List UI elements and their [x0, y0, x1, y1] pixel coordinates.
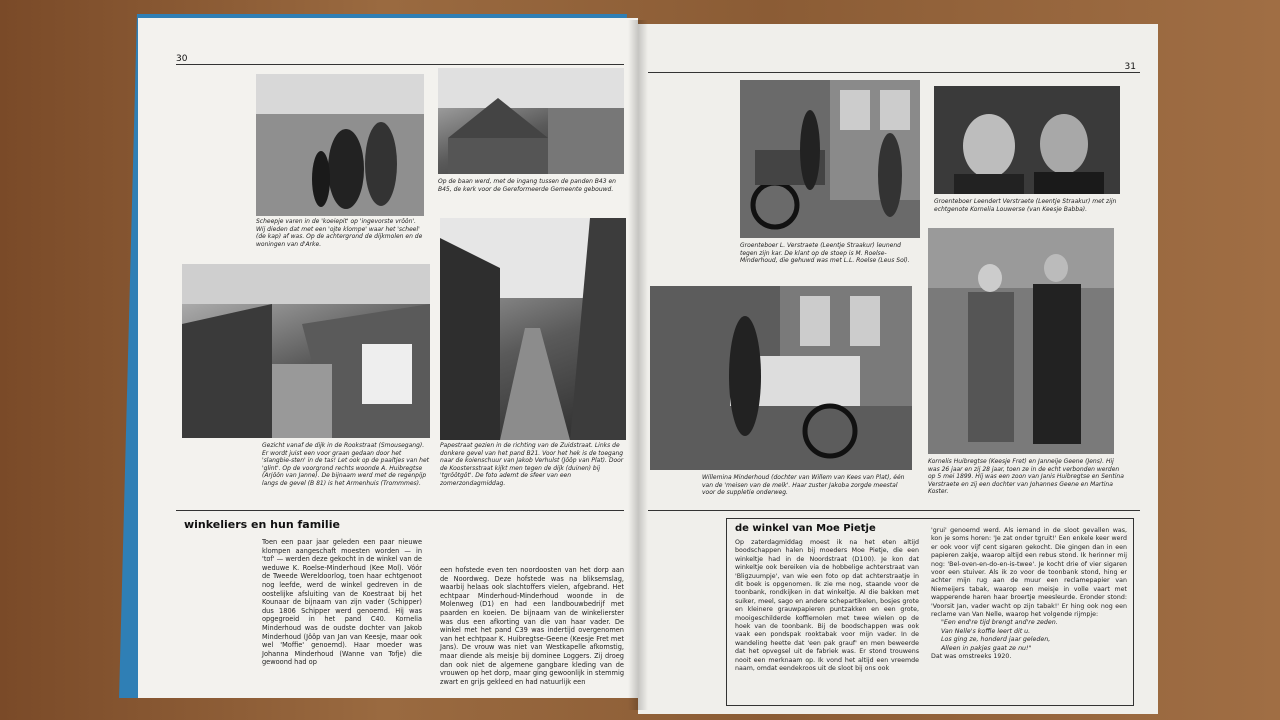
photo-children-ice [256, 74, 424, 216]
photo-papestraat [440, 218, 626, 440]
header-rule [176, 64, 624, 65]
rhyme-line: "Een end're tijd brengt and're zeden. [941, 619, 1058, 627]
caption-4: Papestraat gezien in de richting van de Zuidstraat. Links de donkere gevel van het pand B21. Voor het hek is de toegang naar de koienschuur van Jakob Verhulst (Jôôp van Plat). Door de Koostersstraat kijkt men tegen de dijk (duinen) bij 'tgrôôtgôt'. De foto ademt de sfeer van een zomerzondagmiddag. [440, 442, 624, 487]
rhyme [931, 619, 1127, 653]
photo-church-lane [438, 68, 624, 174]
box-title: de winkel van Moe Pietje [735, 523, 876, 534]
left-page [138, 18, 638, 698]
caption-2: Groenteboer Leendert Verstraete (Leentje Straakur) met zijn echtgenote Kornelia Louwerse (van Keesje Babba). [934, 198, 1117, 213]
caption-2: Op de baan werd, met de ingang tussen de panden B43 en B45, de kerk voor de Gereformeerde Gemeente gebouwd. [438, 178, 616, 193]
photo-greengrocer-cart [740, 80, 920, 238]
caption-1: Groenteboer L. Verstraete (Leentje Straakur) leunend tegen zijn kar. De klant op de stoep is M. Roelse-Minderhoud, die gehuwd was met L.L. Roelse (Leus Sol). [740, 242, 910, 264]
photo-elderly-couple [928, 228, 1114, 454]
section-rule [176, 510, 624, 511]
box-column-2-text: 'grui' genoemd werd. Als iemand in de sloot gevallen was, kon je soms horen: 'Je zat onder tgruit!' Een enkele keer werd er ook voor vijf cent sigaren gekocht. Die gingen dan in een papieren zakje, waarop altijd een rebus stond. Ik herinner mij nog: 'Bel-oven-en-do-en-is-twee'. Je kocht drie of vier sigaren voor een stuiver. Als ik zo voor de toonbank stond, hing er achter mijn rug aan de muur een reclamepapier van Niemeijers tabak, waarop een meisje in volle vaart met wapperende haren haar broertje meesleurde. Eronder stond: 'Voorsit Jan, vader wacht op zijn tabak!' Er hing ook nog een reclame van Van Nelle, waarop het volgende rijmpje: [931, 527, 1127, 619]
rhyme-line: Alleen in pakjes gaat ze nu!" [941, 644, 1032, 652]
rhyme-line: Los ging ze, honderd jaar geleden, [941, 636, 1051, 644]
section-title: winkeliers en hun familie [184, 518, 340, 531]
article-column-2: een hofstede even ten noordoosten van het dorp aan de Noordweg. Deze hofstede was na bliksemslag, waarbij helaas ook slachtoffers vielen, afgebrand. Het echtpaar Minderhoud-Minderhoud woonde in de Molenweg (D1) en had een landbouwbedrijf met paarden en koeien. De bijnaam van de winkelierster was dus een afkorting van die van haar vader. De winkel met het pand C39 was indertijd overgenomen van het echtpaar K. Huibregtse-Geene (Keesje Fret met Jans). De vrouw was niet van Westkapelle afkomstig, maar diende als meisje bij dominee Loggers. Zij droeg dan ook niet de algemene gangbare kleding van de vrouwen op het dorp, maar ging gewoonlijk in stemmig zwart en grijs gekleed en had natuurlijk een [440, 566, 624, 686]
photo-rookstraat [182, 264, 430, 438]
caption-3: Gezicht vanaf de dijk in de Rookstraat (Smousegang). Er wordt juist een voor graan gedaan door het 'slangbie-sten' in de tas! Let ook op de paaltjes van het 'glint'. Op de voorgrond rechts woonde A. Huibregtse (Arjôôn van Janne). De bijnaam werd met de regenpijp langs de gevel (B 81) is het Armenhuis (Trommmes). [262, 442, 430, 487]
right-page [638, 24, 1158, 714]
box-column-2 [931, 527, 1127, 662]
header-rule [648, 72, 1140, 73]
photo-milk-cart [650, 286, 912, 470]
section-rule [648, 510, 1140, 511]
caption-1: Scheepje varen in de 'koeiepit' op 'ingevorste vrôôn'. Wij dieden dat met een 'ojte klompe' waar het 'scheel' (de kap) af was. Op de achtergrond de dijkmolen en de woningen van d'Arke. [256, 218, 423, 248]
sidebar-box [726, 518, 1134, 706]
article-column-1: Toen een paar jaar geleden een paar nieuwe klompen aangeschaft moesten worden — in 'tof' — werden deze gekocht in de winkel van de weduwe K. Roelse-Minderhoud (Kee Mol). Vóór de Tweede Wereldoorlog, toen haar echtgenoot nog leefde, werd de winkel gedreven in de oostelijke afsluiting van de Koestraat bij het Kounaar de bijnaam van zijn vader (Schipper) dus 1806 Schipper werd genoemd. Hij was opgegroeid in het pand C40. Kornelia Minderhoud was de oudste dochter van Jakob Minderhoud (Jôôp van Jan van Keesje, maar ook wel 'Moffie' genoemd). Haar moeder was Johanna Minderhoud (Wanne van Tofje) die gewoond had op [262, 538, 422, 667]
page-number: 31 [1124, 62, 1136, 72]
book-gutter [628, 20, 648, 710]
caption-3: Willemina Minderhoud (dochter van Willem van Kees van Plat), één van de 'meisen van de melk'. Haar zuster Jakoba zorgde meestal voor de suppletie onderweg. [702, 474, 905, 496]
photo-couple-portrait [934, 86, 1120, 194]
box-column-1: Op zaterdagmiddag moest ik na het eten altijd boodschappen halen bij moeders Moe Pietje, die een winkeltje had in de Noordstraat (D100). Je kon dat winkeltje ook bereiken via de hobbelige achterstraat van 'Bligzuumpje', van wie een foto op dat achterstraatje in dit boek is opgenomen. Ik zie me nog, staande voor de toonbank, rondkijken in dat winkeltje. Al die bakken met suiker, meel, sago en andere schepartikelen, bosjes grote en kleinere grauwpapieren puntzakken en een grote, mooigeschilderde koffiemolen met twee wielen op de hoek van de toonbank. Bij de boodschappen was ook vaak een pondspak rooktabak voor mijn vader. In de wandeling heette dat 'een pak grauf' en men beweerde dat het opvegsel uit de fabriek was. Er stond trouwens nooit een merknaam op. Ik vond het altijd een vreemde naam, omdat eendekroos uit de sloot bij ons ook [735, 539, 919, 673]
caption-4: Kornelis Huibregtse (Keesje Fret) en Janneije Geene (Jens). Hij was 26 jaar en zij 28 jaar, toen ze in de echt verbonden werden op 5 mei 1899. Hij was een zoon van Janis Huibregtse en Sentina Verstraete en zij een dochter van Johannes Geene en Martina Koster. [928, 458, 1124, 495]
box-footer: Dat was omstreeks 1920. [931, 653, 1012, 661]
page-number: 30 [176, 54, 188, 64]
rhyme-line: Van Nelle's koffie leert dit u. [941, 627, 1031, 635]
